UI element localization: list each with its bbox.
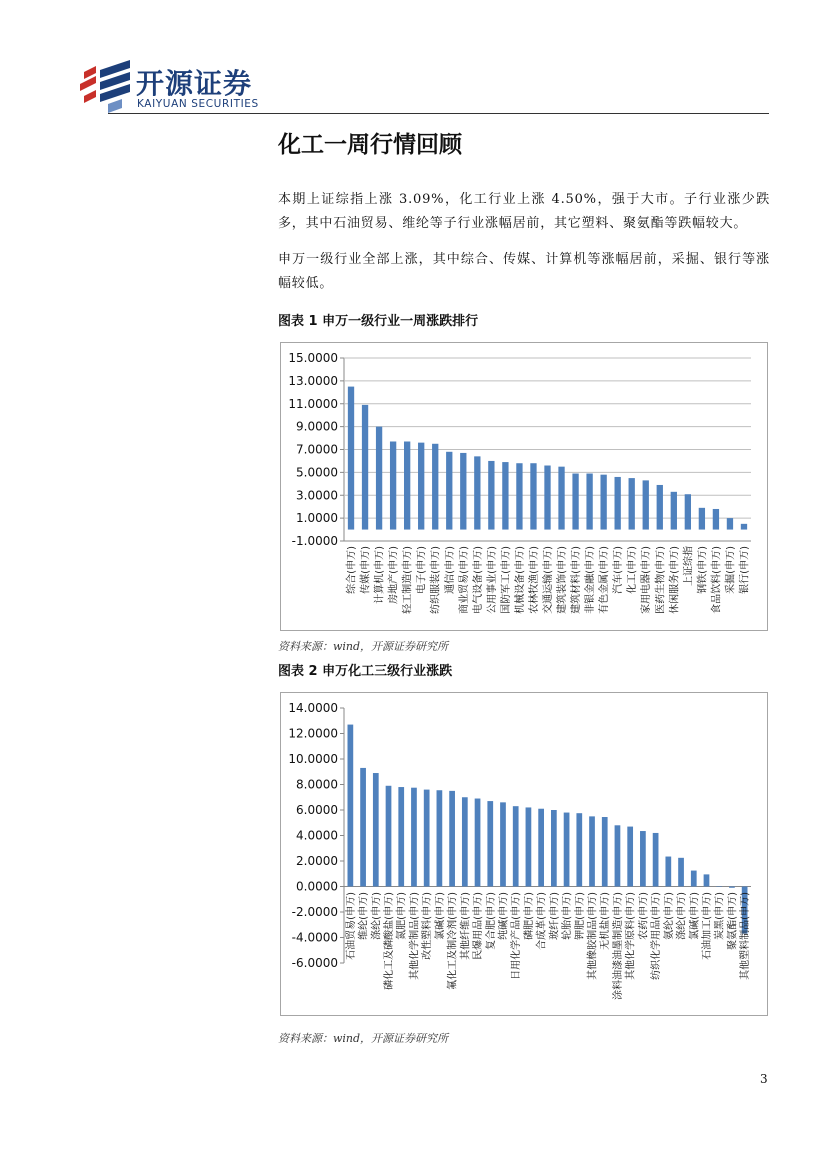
chart-2-x-tick-label: 磷化工及磷酸盐(申万) [384,892,396,990]
chart-2-x-tick-label: 涤纶(申万) [371,892,383,940]
chart-2-x-tick-label: 其他化学原料(申万) [625,892,637,980]
chart-2-bar [602,817,608,886]
chart-2-bar [462,797,468,886]
logo-company-name: 开源证券 [136,67,253,100]
chart-2-bar [398,787,404,886]
logo-company-name-en: KAIYUAN SECURITIES [137,98,259,110]
chart-2-x-tick-label: 炭黑(申万) [714,892,726,940]
chart-1-x-tick-label: 采掘(申万) [725,546,737,594]
chart-1-bar [615,477,621,530]
chart-1-x-tick-label: 计算机(申万) [374,546,386,604]
chart-1-x-tick-label: 食品饮料(申万) [711,546,723,614]
chart-2-y-tick-label: -2.0000 [291,905,338,919]
chart-1-bar [446,452,452,530]
chart-1-bar [516,463,522,529]
chart-1-x-tick-label: 电气设备(申万) [472,546,484,614]
chart-2-bar [589,816,595,886]
chart-1-bar [600,475,606,530]
chart-1-x-tick-label: 上证综指 [683,546,695,586]
chart-1-x-tick-label: 有色金属(申万) [599,546,611,614]
chart-2-x-tick-label: 合成革(申万) [536,892,548,950]
chart-1-x-tick-label: 农林牧渔(申万) [528,546,540,614]
chart-1-x-tick-label: 医药生物(申万) [655,546,667,614]
chart-2-y-tick-label: 8.0000 [296,777,338,792]
chart-2-x-tick-label: 氯碱(申万) [689,892,701,940]
figure-2-chart [280,692,768,1016]
chart-1-bar [390,441,396,529]
chart-2-x-tick-label: 涤纶(申万) [676,892,688,940]
logo-mark-icon [78,58,134,114]
chart-1-bar [741,524,747,530]
chart-1-x-tick-label: 家用电器(申万) [641,546,653,614]
chart-1-x-tick-label: 休闲服务(申万) [669,546,681,614]
chart-1-y-tick-label: 7.0000 [296,442,338,457]
chart-2-x-tick-label: 民爆用品(申万) [473,892,485,960]
chart-1-bar [404,441,410,529]
chart-2-x-tick-label: 石油贸易(申万) [345,892,357,960]
chart-2-x-tick-label: 轮胎(申万) [562,892,574,940]
chart-2-x-tick-label: 纯碱(申万) [498,892,510,940]
chart-1-x-tick-label: 综合(申万) [346,546,358,594]
chart-2-bar [513,806,519,886]
chart-2-bar [487,801,493,886]
chart-1-bar [460,453,466,530]
chart-1-bar [530,463,536,529]
chart-1-x-tick-label: 轻工制造(申万) [402,546,414,614]
chart-2-y-tick-label: -6.0000 [291,956,338,970]
chart-2-bar [691,871,697,887]
chart-2-x-tick-label: 玻纤(申万) [549,892,561,940]
chart-2-bar [551,810,557,887]
figure-1-chart [280,342,768,631]
chart-2-bar [526,807,532,886]
chart-1-y-tick-label: 3.0000 [296,488,338,503]
chart-1-bar [713,509,719,530]
chart-2-bar [538,809,544,887]
chart-1-bar [544,466,550,530]
chart-1-bar [643,480,649,529]
chart-2-x-tick-label: 聚氨酯(申万) [727,892,739,950]
chart-2-x-tick-label: 钾肥(申万) [574,892,586,940]
chart-1-y-tick-label: 13.0000 [288,373,338,388]
chart-2-bar [386,786,392,887]
figure-1-source: 资料来源：wind，开源证券研究所 [278,640,449,653]
chart-2-bar [653,833,659,887]
chart-1-x-tick-label: 商业贸易(申万) [458,546,470,614]
sw-chemical-level3-bar-chart [281,693,767,1015]
chart-1-bar [572,474,578,530]
chart-1-bar [348,387,354,530]
chart-2-x-tick-label: 纺织化学用品(申万) [651,892,663,980]
chart-2-x-tick-label: 其他化学制品(申万) [409,892,421,980]
figure-1-title: 图表 1 申万一级行业一周涨跌排行 [278,314,479,329]
chart-2-bar [716,887,722,888]
chart-1-x-tick-label: 国防军工(申万) [500,546,512,614]
chart-2-x-tick-label: 日用化学产品(申万) [511,892,523,980]
chart-1-bar [699,508,705,530]
chart-1-x-tick-label: 交通运输(申万) [543,546,554,614]
chart-1-bar [657,485,663,530]
chart-1-bar [685,494,691,529]
chart-2-x-tick-label: 磷肥(申万) [523,892,535,940]
figure-2-title: 图表 2 申万化工三级行业涨跌 [278,664,453,679]
chart-2-bar [449,791,455,887]
chart-2-bar [475,799,481,887]
chart-1-x-tick-label: 电子(申万) [416,546,428,594]
chart-2-y-tick-label: 0.0000 [296,879,338,894]
chart-1-bar [629,478,635,529]
chart-2-x-tick-label: 农药(申万) [638,892,650,940]
paragraph-market-summary: 本期上证综指上涨 3.09%，化工行业上涨 4.50%，强于大市。子行业涨少跌多，其中石油贸易、维纶等子行业涨幅居前，其它塑料、聚氨酯等跌幅较大。 [278,192,770,231]
chart-2-y-tick-label: 14.0000 [288,701,338,715]
chart-2-x-tick-label: 其他纤维(申万) [460,892,472,960]
chart-2-bar [360,768,366,887]
chart-2-bar [640,831,646,886]
chart-1-bar [432,444,438,530]
chart-2-bar [411,788,417,887]
chart-2-x-tick-label: 其他塑料制品(申万) [740,892,752,980]
chart-2-y-tick-label: 4.0000 [296,828,338,843]
chart-1-y-tick-label: 9.0000 [296,419,338,434]
chart-1-y-tick-label: 11.0000 [288,396,338,411]
chart-2-bar [704,874,710,886]
chart-2-bar [564,813,570,887]
chart-1-bar [586,474,592,530]
chart-2-x-tick-label: 石油加工(申万) [701,892,713,960]
chart-1-bar [474,456,480,529]
chart-2-bar [424,790,430,887]
chart-1-bar [502,462,508,529]
chart-2-x-tick-label: 改性塑料(申万) [422,892,434,960]
chart-1-x-tick-label: 公用事业(申万) [486,546,498,614]
chart-2-bar [347,725,353,887]
chart-1-x-tick-label: 纺织服装(申万) [430,546,442,614]
chart-2-bar [665,857,671,887]
chart-1-x-tick-label: 银行(申万) [739,546,751,594]
figure-2-source: 资料来源：wind，开源证券研究所 [278,1032,449,1045]
chart-1-x-tick-label: 传媒(申万) [360,546,372,594]
chart-2-bar [437,790,443,886]
chart-1-bar [362,405,368,530]
chart-2-y-tick-label: 12.0000 [288,726,338,741]
chart-2-x-tick-label: 涂料油漆油墨制造(申万) [612,892,624,1000]
company-logo [78,58,278,114]
chart-2-bar [615,825,621,886]
chart-1-y-tick-label: -1.0000 [291,534,338,548]
chart-1-x-tick-label: 非银金融(申万) [585,546,597,614]
chart-1-x-tick-label: 钢铁(申万) [697,546,709,594]
chart-1-x-tick-label: 机械设备(申万) [514,546,526,614]
chart-2-y-tick-label: -4.0000 [291,930,338,945]
chart-2-x-tick-label: 复合肥(申万) [485,892,497,950]
chart-1-bar [418,443,424,530]
section-title: 化工一周行情回顾 [278,132,462,158]
header-divider [108,113,769,114]
sw-level1-bar-chart [281,343,767,630]
chart-2-bar [678,858,684,887]
paragraph-sector-summary: 申万一级行业全部上涨，其中综合、传媒、计算机等涨幅居前，采掘、银行等涨幅较低。 [278,252,770,291]
chart-2-x-tick-label: 维纶(申万) [358,892,370,940]
chart-2-x-tick-label: 氨纶(申万) [663,892,675,940]
chart-2-bar [373,773,379,886]
chart-1-bar [488,461,494,530]
chart-1-bar [376,427,382,530]
chart-1-bar [671,492,677,530]
chart-2-bar [576,813,582,886]
chart-1-bar [727,518,733,529]
chart-2-bar [500,802,506,886]
chart-2-y-tick-label: 10.0000 [288,752,338,766]
chart-2-x-tick-label: 氮肥(申万) [396,892,408,940]
chart-2-y-tick-label: 6.0000 [296,803,338,817]
chart-1-y-tick-label: 1.0000 [296,511,338,526]
chart-1-x-tick-label: 化工(申万) [627,546,639,594]
chart-2-bar [729,887,735,888]
chart-1-x-tick-label: 房地产(申万) [388,546,400,604]
chart-1-x-tick-label: 汽车(申万) [613,546,625,594]
chart-1-x-tick-label: 建筑装饰(申万) [557,546,569,614]
chart-2-x-tick-label: 氯碱(申万) [434,892,446,940]
chart-1-y-tick-label: 5.0000 [296,465,338,480]
chart-1-bar [558,467,564,530]
chart-1-x-tick-label: 通信(申万) [444,546,456,594]
chart-1-x-tick-label: 建筑材料(申万) [571,546,583,614]
chart-2-x-tick-label: 其他橡胶制品(申万) [587,892,599,980]
chart-2-x-tick-label: 氟化工及制冷剂(申万) [447,892,459,990]
chart-1-y-tick-label: 15.0000 [288,351,338,365]
chart-2-y-tick-label: 2.0000 [296,854,338,868]
chart-2-x-tick-label: 无机盐(申万) [600,892,612,950]
chart-2-bar [627,827,633,887]
page-number: 3 [760,1072,768,1086]
